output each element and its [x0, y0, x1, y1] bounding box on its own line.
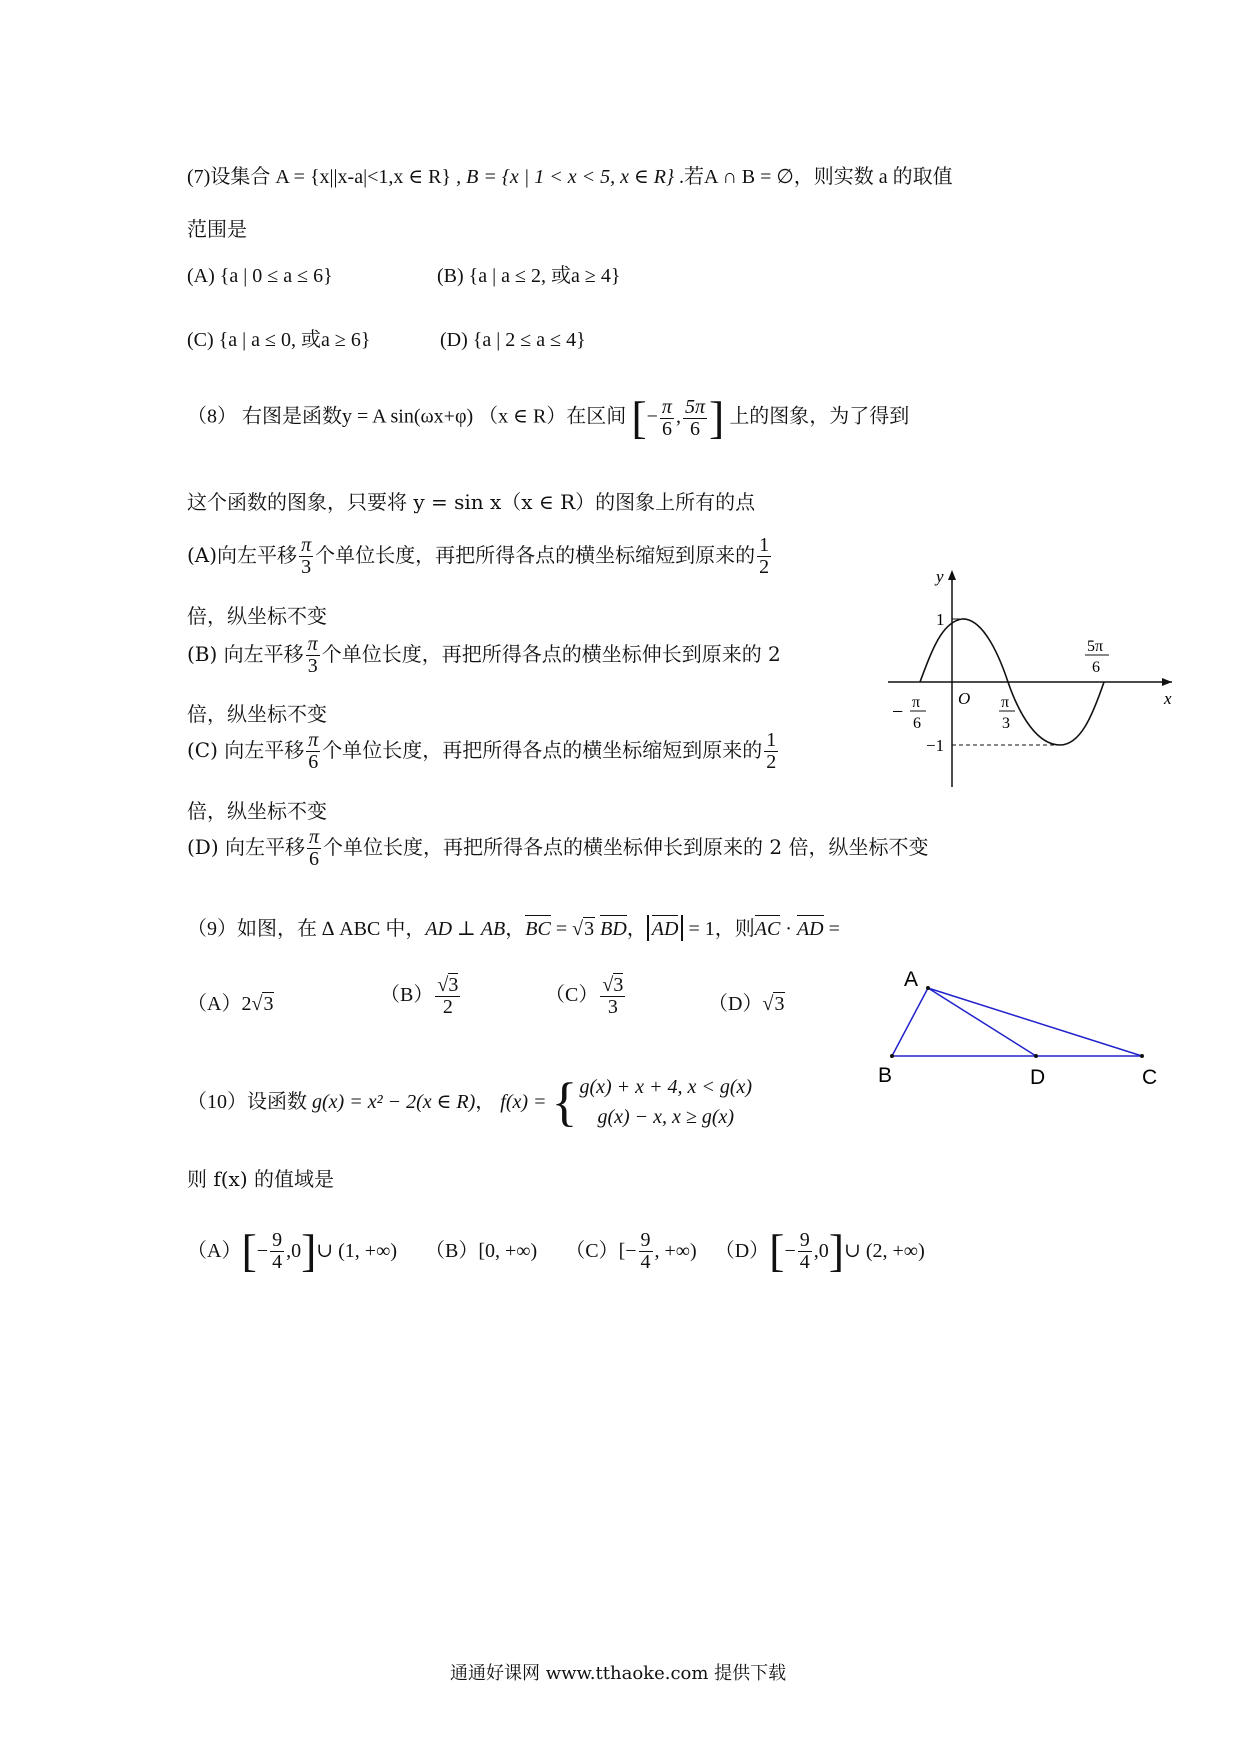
q8-option-a-pre: (A)向左平移 [187, 543, 298, 567]
graph-x-arrow [1162, 678, 1172, 686]
q7-line2: 范围是 [187, 217, 247, 241]
q10-option-a-den: 4 [272, 1250, 283, 1273]
q9-option-a-coef: 2 [241, 993, 252, 1015]
q9-option-b-frac [435, 975, 460, 1018]
q8-option-a-num: π [301, 534, 312, 556]
triangle-point-c [1140, 1054, 1144, 1058]
q8-option-b-den: 3 [307, 655, 318, 677]
graph-x-label: x [1164, 689, 1172, 708]
q9-option-c-den: 3 [607, 996, 618, 1018]
q8-interval-neg: − [646, 405, 658, 428]
q8-interval-den2: 6 [689, 417, 700, 440]
q9-ad: AD [425, 918, 453, 940]
triangle-point-d [1034, 1054, 1038, 1058]
q9-line1 [187, 915, 840, 941]
q8-lead: （8） 右图是函数y = A sin(ωx+φ) （x ∈ R）在区间 [187, 405, 627, 428]
q9-eq1: = [550, 918, 573, 940]
q10-option-c-den: 4 [640, 1250, 651, 1273]
q7-lead: (7)设集合 [187, 166, 271, 188]
q7-option-c-text: {a | a ≤ 0, 或a ≥ 6} [218, 329, 371, 351]
q8-interval-num2: 5π [684, 395, 705, 418]
q9-option-d-label: （D） [708, 993, 763, 1015]
q8-option-b-shift [306, 634, 320, 677]
q8-interval-sep: , [675, 405, 681, 428]
q9-option-a-rad: 3 [263, 993, 274, 1015]
q8-option-c-mid: 个单位长度，再把所得各点的横坐标缩短到原来的 [322, 738, 763, 762]
q9-comma2: ， [626, 918, 647, 940]
q9-vec-ad: AD [652, 915, 679, 941]
q10-comma: ， [475, 1091, 496, 1113]
q9-vec-bc: BC [525, 915, 551, 941]
q10-option-c-num: 9 [640, 1228, 651, 1251]
q8-interval-open: [ [631, 392, 647, 443]
graph-neg-pi6-num: π [912, 694, 921, 711]
graph-pi3-num: π [1001, 694, 1010, 711]
q7-tail: .若A ∩ B = ∅，则实数 a 的取值 [678, 166, 953, 188]
q8-interval-num1: π [661, 395, 672, 418]
graph-neg-pi6-sign: − [892, 701, 904, 723]
q9-option-b [380, 975, 462, 1018]
q10-piecewise-brace: { [551, 1072, 578, 1132]
q7-option-b-text: {a | a ≤ 2, 或a ≥ 4} [468, 265, 621, 287]
q8-option-c [187, 730, 780, 773]
q8-option-c-fd: 2 [766, 751, 777, 773]
q10-option-a-close: ] [301, 1225, 317, 1276]
q8-option-d-den: 6 [309, 848, 320, 870]
q7-line1 [187, 165, 953, 189]
q8-interval-frac1 [660, 397, 674, 440]
q7-option-c-label: (C) [187, 329, 214, 351]
q9-sqrt3: √3 [572, 918, 595, 940]
q8-option-d-mid: 个单位长度，再把所得各点的横坐标伸长到原来的 2 倍，纵坐标不变 [323, 835, 929, 859]
q8-option-a-mid: 个单位长度，再把所得各点的横坐标缩短到原来的 [315, 543, 756, 567]
q10-option-d-tail: ∪ (2, +∞) [844, 1240, 925, 1262]
q9-abs-ad [647, 915, 684, 941]
q9-option-d-rad: 3 [774, 993, 785, 1015]
q10-lead: （10）设函数 [187, 1091, 307, 1113]
q8-option-a-scale [757, 535, 771, 578]
q8-interval-den1: 6 [661, 417, 672, 440]
q10-option-d-num: 9 [799, 1228, 810, 1251]
q8-option-b-num: π [307, 633, 318, 655]
q7-option-c [187, 328, 370, 352]
q8-interval-frac2 [683, 397, 707, 440]
q8-option-d-pre: (D) 向左平移 [187, 835, 305, 859]
q8-option-c-end: 倍，纵坐标不变 [187, 799, 327, 823]
q9-option-c-rad: 3 [613, 974, 624, 996]
q9-perp: ⊥ [452, 918, 481, 940]
q10-option-a-tail: ∪ (1, +∞) [316, 1240, 398, 1262]
q10-option-a-frac [270, 1230, 284, 1273]
q8-line1 [187, 392, 910, 443]
q9-eq2: = 1，则 [683, 918, 755, 940]
q9-option-b-rad: 3 [448, 974, 459, 996]
q8-tail: 上的图象，为了得到 [729, 405, 910, 428]
q8-option-c-shift [306, 730, 320, 773]
q9-dot: · [780, 918, 797, 940]
q8-interval-close: ] [708, 392, 725, 443]
q9-eq3: = [823, 918, 840, 940]
triangle-segment-ad [928, 988, 1036, 1056]
q7-option-a-label: (A) [187, 265, 215, 287]
q10-option-d-neg: − [784, 1240, 796, 1262]
q9-vec-ac: AC [755, 915, 781, 941]
q10-option-c-tail: , +∞) [654, 1240, 697, 1262]
graph-y-label: y [936, 567, 944, 586]
q9-option-c-label: （C） [545, 984, 599, 1007]
q8-option-c-den: 6 [308, 751, 319, 773]
graph-neg-one-label: −1 [926, 736, 945, 755]
triangle-point-a [926, 986, 930, 990]
q9-lead: （9）如图，在 ∆ ABC 中， [187, 918, 426, 940]
q10-piece1: g(x) + x + 4, x < g(x) [579, 1076, 753, 1098]
q8-line2: 这个函数的图象，只要将 y = sin x（x ∈ R）的图象上所有的点 [187, 490, 756, 514]
q8-option-a-fn: 1 [759, 534, 770, 556]
q9-option-c-frac [600, 975, 625, 1018]
q9-vec-ad-2: AD [797, 915, 824, 941]
q9-option-c [545, 975, 627, 1018]
q7-option-d-text: {a | 2 ≤ a ≤ 4} [472, 329, 586, 351]
q8-option-a-end: 倍，纵坐标不变 [187, 604, 327, 628]
graph-5pi6-den: 6 [1092, 659, 1100, 676]
q8-option-a-den: 3 [301, 556, 312, 578]
graph-origin-label: O [958, 689, 971, 708]
q10-option-d-rest: ,0 [813, 1240, 829, 1262]
graph-neg-pi6-den: 6 [913, 715, 921, 732]
triangle-side-ac [928, 988, 1142, 1056]
q10-option-d-label: （D） [714, 1240, 770, 1262]
q7-option-a [187, 264, 333, 288]
graph-5pi6-num: 5π [1087, 638, 1104, 655]
q9-option-a-label: （A） [187, 993, 242, 1015]
q7-set-b: , B = {x | 1 < x < 5, x ∈ R} [456, 166, 674, 188]
triangle-side-ab [892, 988, 928, 1056]
q10-option-b-label: （B） [425, 1240, 479, 1262]
q10-option-c-frac [639, 1230, 653, 1273]
triangle-label-c: C [1142, 1066, 1158, 1089]
triangle-label-a: A [904, 968, 919, 991]
graph-pi3-den: 3 [1002, 715, 1010, 732]
q8-option-c-scale [764, 730, 778, 773]
q9-option-b-label: （B） [380, 984, 434, 1007]
q10-g-def: g(x) = x² − 2(x ∈ R) [312, 1091, 476, 1113]
q7-option-d-label: (D) [440, 329, 468, 351]
triangle-label-d: D [1030, 1066, 1046, 1089]
q10-piece2: g(x) − x, x ≥ g(x) [597, 1106, 735, 1128]
q10-option-a-neg: − [256, 1240, 269, 1262]
q10-option-d-open: [ [769, 1225, 785, 1276]
q8-option-d-shift [307, 827, 321, 870]
q8-option-b [187, 634, 781, 677]
q10-piecewise [579, 1072, 752, 1132]
q9-option-a [187, 992, 274, 1016]
q9-option-b-den: 2 [442, 996, 453, 1018]
q10-option-d-den: 4 [799, 1250, 810, 1273]
graph-one-label: 1 [936, 610, 945, 629]
q9-option-b-num: √3 [437, 974, 459, 996]
q10-option-d-frac [798, 1230, 812, 1273]
q10-option-a-num: 9 [272, 1228, 283, 1251]
q9-ab: AB [480, 918, 506, 940]
triangle-label-b: B [878, 1064, 893, 1087]
q10-option-c-pre: [− [618, 1240, 637, 1262]
q9-vec-bd: BD [600, 915, 627, 941]
q10-option-a-open: [ [241, 1225, 257, 1276]
q10-line1 [187, 1072, 752, 1132]
graph-y-arrow [948, 570, 956, 580]
q8-option-b-end: 倍，纵坐标不变 [187, 702, 327, 726]
q8-option-c-num: π [308, 729, 319, 751]
q8-option-c-pre: (C) 向左平移 [187, 738, 305, 762]
q8-option-c-fn: 1 [766, 729, 777, 751]
q7-option-b-label: (B) [437, 265, 464, 287]
q9-option-c-num: √3 [602, 974, 624, 996]
q8-sine-graph [880, 562, 1180, 792]
q9-sqrt3-rad: 3 [584, 918, 595, 940]
q7-option-a-text: {a | 0 ≤ a ≤ 6} [219, 265, 333, 287]
q10-option-a-rest: ,0 [286, 1240, 302, 1262]
q10-options [187, 1225, 925, 1276]
q9-option-a-sqrt: √3 [251, 993, 274, 1015]
q10-option-d-close: ] [828, 1225, 845, 1276]
q9-option-d [708, 992, 785, 1016]
q8-option-b-mid: 个单位长度，再把所得各点的横坐标伸长到原来的 2 [321, 642, 781, 666]
q7-set-a: A = {x||x-a|<1,x ∈ R} [275, 166, 452, 188]
q9-comma1: ， [505, 918, 526, 940]
q10-f-def: f(x) = [500, 1091, 547, 1113]
q10-option-a-label: （A） [187, 1240, 242, 1262]
q10-option-b-text: [0, +∞) [478, 1240, 538, 1262]
q8-option-d-num: π [309, 826, 320, 848]
q10-line2 [187, 1167, 334, 1191]
q7-option-d [440, 328, 586, 352]
q8-option-a [187, 535, 773, 578]
q8-option-b-pre: (B) 向左平移 [187, 642, 304, 666]
q8-option-a-shift [299, 535, 313, 578]
q9-triangle-figure [860, 960, 1180, 1090]
q10-option-c-label: （C） [565, 1240, 619, 1262]
q8-option-d [187, 827, 928, 870]
triangle-point-b [890, 1054, 894, 1058]
q9-option-d-sqrt: √3 [762, 993, 785, 1015]
page-footer: 通通好课网 www.tthaoke.com 提供下载 [450, 1663, 787, 1684]
q8-option-a-fd: 2 [759, 556, 770, 578]
q7-option-b [437, 264, 620, 288]
q10-line2-text: 则 f(x) 的值域是 [187, 1167, 335, 1191]
